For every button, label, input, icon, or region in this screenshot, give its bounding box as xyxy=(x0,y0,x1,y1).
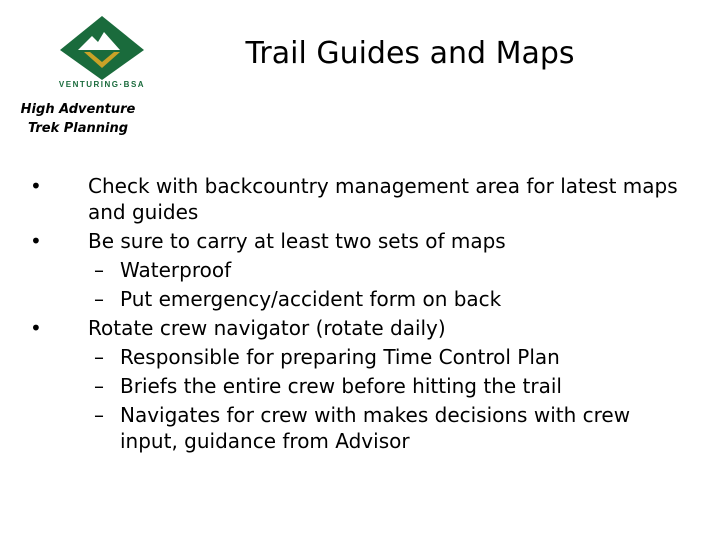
sub-bullet-item: – Briefs the entire crew before hitting the trail xyxy=(30,373,690,399)
section-subtitle xyxy=(8,100,148,138)
sub-bullet-item: – Waterproof xyxy=(30,257,690,283)
sub-bullet-item: – Responsible for preparing Time Control Plan xyxy=(30,344,690,370)
bullet-item: • Check with backcountry management area for latest maps and guides xyxy=(30,173,690,225)
subtitle-line-2: Trek Planning xyxy=(27,121,129,136)
bullet-item: • Be sure to carry at least two sets of maps xyxy=(30,228,690,254)
page-title: Trail Guides and Maps xyxy=(245,36,575,71)
sub-bullet-item: – Put emergency/accident form on back xyxy=(30,286,690,312)
bullet-item: • Rotate crew navigator (rotate daily) xyxy=(30,315,690,341)
logo-text: VENTURING·BSA xyxy=(58,80,146,89)
sub-bullet-item: – Navigates for crew with makes decisions with crew input, guidance from Advisor xyxy=(30,402,690,454)
bullet-list xyxy=(30,170,690,454)
subtitle-line-1: High Adventure xyxy=(20,102,136,117)
venturing-bsa-logo xyxy=(52,14,152,94)
venturing-bsa-logo-icon xyxy=(58,14,146,82)
